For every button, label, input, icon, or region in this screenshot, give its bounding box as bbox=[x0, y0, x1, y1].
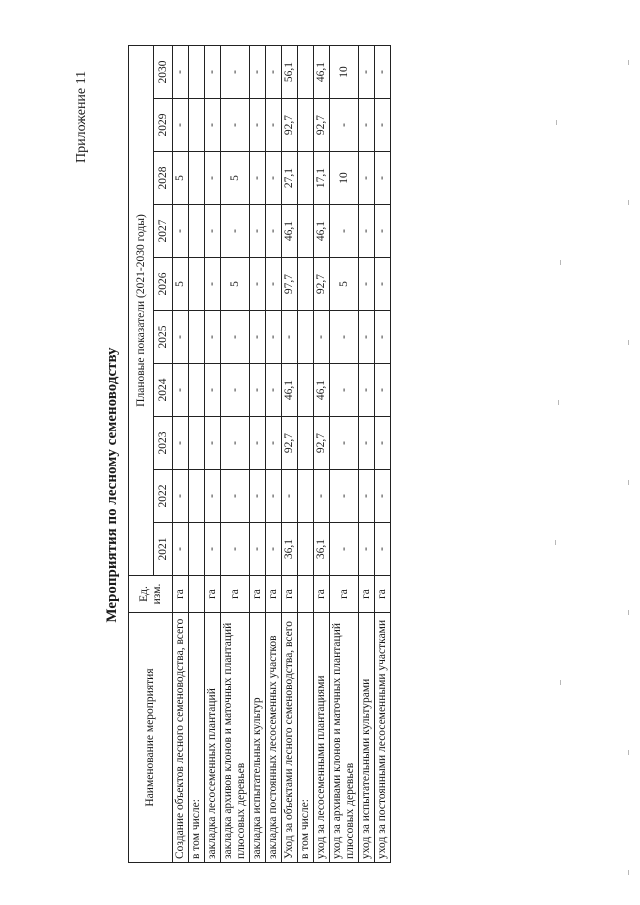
row-value: - bbox=[375, 258, 391, 311]
row-value: - bbox=[205, 99, 221, 152]
row-value: - bbox=[266, 417, 282, 470]
row-value: - bbox=[250, 152, 266, 205]
row-value: - bbox=[266, 46, 282, 99]
header-year: 2029 bbox=[154, 99, 173, 152]
table-row bbox=[314, 46, 330, 863]
row-value: - bbox=[250, 99, 266, 152]
row-value: - bbox=[359, 417, 375, 470]
row-value bbox=[189, 364, 205, 417]
scan-mark bbox=[555, 540, 556, 545]
row-value: - bbox=[359, 523, 375, 576]
table-header-row bbox=[129, 46, 154, 863]
table-row bbox=[330, 46, 359, 863]
row-value: - bbox=[375, 205, 391, 258]
scan-mark bbox=[628, 870, 629, 875]
row-value: - bbox=[221, 364, 250, 417]
row-value: - bbox=[173, 205, 189, 258]
row-value: - bbox=[282, 311, 298, 364]
row-value: - bbox=[330, 417, 359, 470]
row-value: 97,7 bbox=[282, 258, 298, 311]
row-value: - bbox=[221, 205, 250, 258]
row-value: - bbox=[221, 46, 250, 99]
row-value bbox=[189, 99, 205, 152]
row-value: - bbox=[266, 258, 282, 311]
row-value: - bbox=[173, 523, 189, 576]
row-value bbox=[298, 470, 314, 523]
row-unit: га bbox=[173, 576, 189, 613]
row-value: - bbox=[221, 311, 250, 364]
table-row bbox=[173, 46, 189, 863]
row-value bbox=[189, 417, 205, 470]
header-year: 2021 bbox=[154, 523, 173, 576]
appendix-label: Приложение 11 bbox=[74, 70, 89, 163]
row-value: - bbox=[221, 470, 250, 523]
row-value bbox=[189, 523, 205, 576]
header-unit: Ед. изм. bbox=[129, 576, 173, 613]
row-value: - bbox=[221, 523, 250, 576]
row-value: - bbox=[266, 364, 282, 417]
row-value: - bbox=[314, 470, 330, 523]
row-value: - bbox=[250, 258, 266, 311]
row-unit: га bbox=[250, 576, 266, 613]
row-value: - bbox=[205, 311, 221, 364]
row-value: - bbox=[359, 470, 375, 523]
row-value: - bbox=[250, 470, 266, 523]
row-value: - bbox=[173, 364, 189, 417]
row-value bbox=[189, 152, 205, 205]
header-year: 2028 bbox=[154, 152, 173, 205]
row-unit: га bbox=[205, 576, 221, 613]
row-value: - bbox=[359, 205, 375, 258]
table-row bbox=[298, 46, 314, 863]
row-value: - bbox=[282, 470, 298, 523]
scan-mark bbox=[628, 200, 629, 205]
scan-mark bbox=[558, 400, 559, 405]
row-value: - bbox=[250, 364, 266, 417]
row-unit: га bbox=[359, 576, 375, 613]
seed-production-table bbox=[128, 45, 391, 863]
row-value: 5 bbox=[173, 258, 189, 311]
row-value: - bbox=[266, 523, 282, 576]
row-value: - bbox=[205, 46, 221, 99]
row-value: 36,1 bbox=[314, 523, 330, 576]
row-name: закладка архивов клонов и маточных плантаций плюсовых деревьев bbox=[221, 613, 250, 863]
row-value: - bbox=[205, 152, 221, 205]
row-name: уход за постоянными лесосеменными участками bbox=[375, 613, 391, 863]
row-name: уход за архивами клонов и маточных плантаций плюсовых деревьев bbox=[330, 613, 359, 863]
row-value: - bbox=[330, 364, 359, 417]
row-value: - bbox=[375, 417, 391, 470]
row-unit: га bbox=[314, 576, 330, 613]
row-value: 27,1 bbox=[282, 152, 298, 205]
row-value bbox=[298, 205, 314, 258]
row-value bbox=[298, 152, 314, 205]
row-value: 92,7 bbox=[314, 417, 330, 470]
row-value: 92,7 bbox=[282, 417, 298, 470]
row-value: - bbox=[173, 417, 189, 470]
row-value: - bbox=[266, 205, 282, 258]
row-value bbox=[189, 46, 205, 99]
row-value: 10 bbox=[330, 46, 359, 99]
header-plan-group: Плановые показатели (2021-2030 годы) bbox=[129, 46, 154, 576]
table-row bbox=[375, 46, 391, 863]
row-value: - bbox=[375, 311, 391, 364]
row-value: - bbox=[314, 311, 330, 364]
scan-mark bbox=[628, 610, 629, 615]
row-value: 92,7 bbox=[314, 99, 330, 152]
row-value: - bbox=[205, 258, 221, 311]
row-value bbox=[189, 470, 205, 523]
row-value: - bbox=[250, 205, 266, 258]
row-value: 5 bbox=[173, 152, 189, 205]
row-value: - bbox=[205, 364, 221, 417]
row-value bbox=[298, 417, 314, 470]
scan-mark bbox=[560, 260, 561, 265]
row-value: - bbox=[205, 470, 221, 523]
row-value: - bbox=[221, 99, 250, 152]
scan-mark bbox=[560, 680, 561, 685]
table-row bbox=[189, 46, 205, 863]
row-value bbox=[189, 205, 205, 258]
row-value: 92,7 bbox=[314, 258, 330, 311]
row-value: - bbox=[173, 311, 189, 364]
header-year: 2027 bbox=[154, 205, 173, 258]
row-value: 92,7 bbox=[282, 99, 298, 152]
row-value: - bbox=[330, 99, 359, 152]
row-value: - bbox=[359, 99, 375, 152]
table-row bbox=[250, 46, 266, 863]
row-value: - bbox=[330, 205, 359, 258]
row-value: - bbox=[375, 99, 391, 152]
row-value: 17,1 bbox=[314, 152, 330, 205]
row-name: уход за испытательными культурами bbox=[359, 613, 375, 863]
row-unit: га bbox=[221, 576, 250, 613]
row-value: 5 bbox=[221, 258, 250, 311]
row-value bbox=[298, 364, 314, 417]
row-value: - bbox=[359, 311, 375, 364]
row-value: 46,1 bbox=[314, 364, 330, 417]
table-row bbox=[359, 46, 375, 863]
header-year: 2024 bbox=[154, 364, 173, 417]
row-value bbox=[298, 258, 314, 311]
scan-mark bbox=[628, 340, 629, 345]
row-name: в том числе: bbox=[298, 613, 314, 863]
row-value bbox=[298, 99, 314, 152]
row-value: - bbox=[250, 417, 266, 470]
table-row bbox=[205, 46, 221, 863]
row-name: в том числе: bbox=[189, 613, 205, 863]
header-year: 2026 bbox=[154, 258, 173, 311]
header-year: 2025 bbox=[154, 311, 173, 364]
row-name: Уход за объектами лесного семеноводства, всего bbox=[282, 613, 298, 863]
row-value: - bbox=[250, 523, 266, 576]
row-value: 46,1 bbox=[314, 46, 330, 99]
header-year: 2023 bbox=[154, 417, 173, 470]
row-unit bbox=[298, 576, 314, 613]
row-value bbox=[189, 258, 205, 311]
row-value: - bbox=[205, 523, 221, 576]
row-unit: га bbox=[375, 576, 391, 613]
row-value: - bbox=[330, 523, 359, 576]
row-value: - bbox=[173, 99, 189, 152]
row-value: - bbox=[359, 152, 375, 205]
row-value: 5 bbox=[330, 258, 359, 311]
scan-mark bbox=[628, 60, 629, 65]
row-value: 5 bbox=[221, 152, 250, 205]
table-body bbox=[173, 46, 391, 863]
scan-mark bbox=[556, 120, 557, 125]
row-value: - bbox=[266, 470, 282, 523]
row-name: закладка испытательных культур bbox=[250, 613, 266, 863]
row-value bbox=[298, 46, 314, 99]
row-value: 46,1 bbox=[314, 205, 330, 258]
row-value: 46,1 bbox=[282, 205, 298, 258]
row-value: - bbox=[359, 364, 375, 417]
row-value: - bbox=[250, 46, 266, 99]
row-name: закладка постоянных лесосеменных участков bbox=[266, 613, 282, 863]
row-value: - bbox=[375, 470, 391, 523]
row-value: - bbox=[375, 152, 391, 205]
table-row bbox=[221, 46, 250, 863]
header-year: 2022 bbox=[154, 470, 173, 523]
row-value: 56,1 bbox=[282, 46, 298, 99]
row-value bbox=[298, 311, 314, 364]
row-unit: га bbox=[266, 576, 282, 613]
document-title: Мероприятия по лесному семеноводству bbox=[104, 347, 120, 623]
row-value: - bbox=[359, 258, 375, 311]
row-value bbox=[189, 311, 205, 364]
scan-mark bbox=[628, 480, 629, 485]
row-value: - bbox=[266, 152, 282, 205]
row-value: - bbox=[221, 417, 250, 470]
row-value: - bbox=[375, 46, 391, 99]
row-value: - bbox=[330, 470, 359, 523]
row-value bbox=[298, 523, 314, 576]
row-value: - bbox=[266, 99, 282, 152]
row-value: - bbox=[266, 311, 282, 364]
row-value: - bbox=[173, 470, 189, 523]
row-value: 46,1 bbox=[282, 364, 298, 417]
row-value: - bbox=[359, 46, 375, 99]
scan-mark bbox=[628, 750, 629, 755]
row-value: - bbox=[375, 523, 391, 576]
table-row bbox=[266, 46, 282, 863]
row-name: уход за лесосеменными плантациями bbox=[314, 613, 330, 863]
row-value: - bbox=[330, 311, 359, 364]
row-value: 10 bbox=[330, 152, 359, 205]
row-unit: га bbox=[282, 576, 298, 613]
table-row bbox=[282, 46, 298, 863]
row-value: - bbox=[375, 364, 391, 417]
row-value: 36,1 bbox=[282, 523, 298, 576]
row-unit: га bbox=[330, 576, 359, 613]
header-year: 2030 bbox=[154, 46, 173, 99]
row-value: - bbox=[250, 311, 266, 364]
row-name: закладка лесосеменных плантаций bbox=[205, 613, 221, 863]
row-unit bbox=[189, 576, 205, 613]
row-value: - bbox=[173, 46, 189, 99]
row-name: Создание объектов лесного семеноводства, всего bbox=[173, 613, 189, 863]
row-value: - bbox=[205, 205, 221, 258]
row-value: - bbox=[205, 417, 221, 470]
header-name: Наименование мероприятия bbox=[129, 613, 173, 863]
